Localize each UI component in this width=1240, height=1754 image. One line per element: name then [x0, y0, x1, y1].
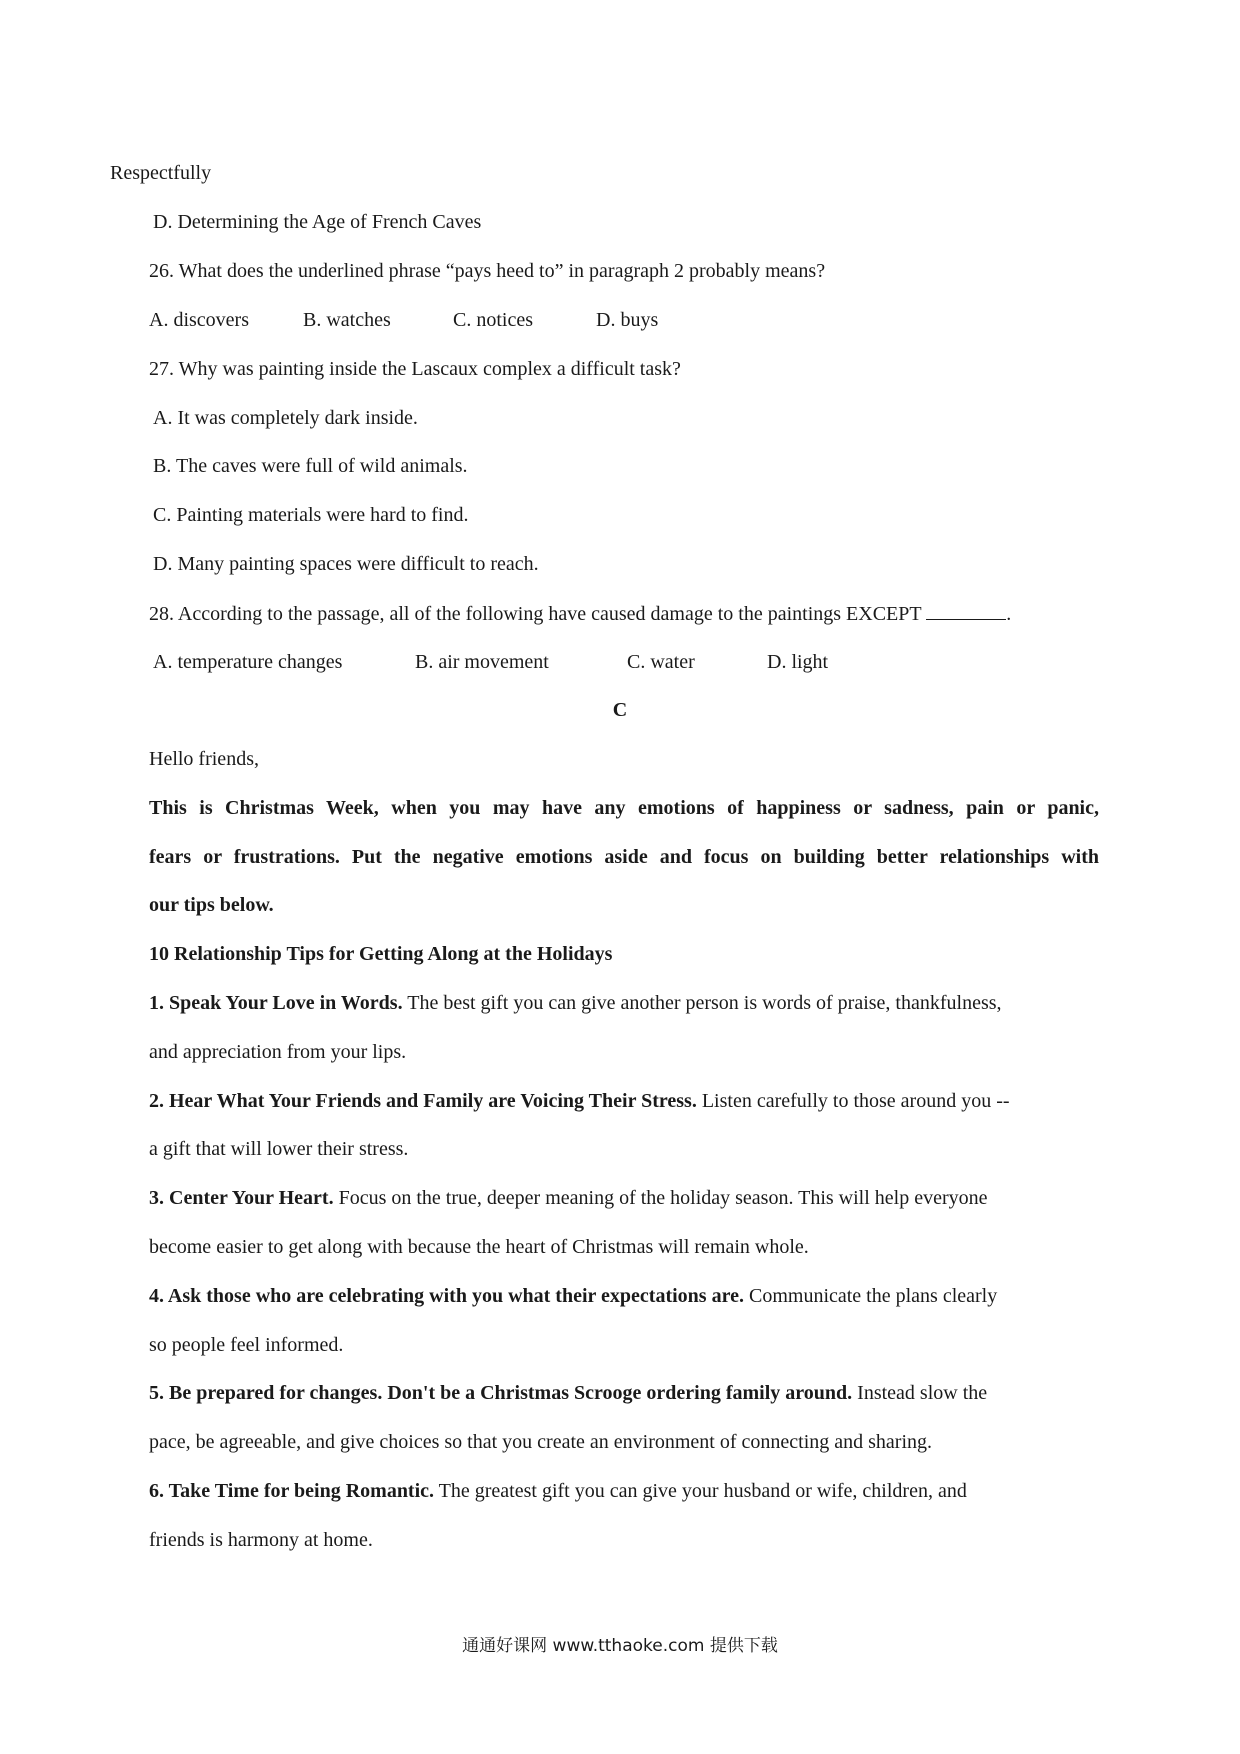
tip-6-line-2: friends is harmony at home.	[149, 1529, 373, 1551]
tip-5-text: Instead slow the	[852, 1382, 988, 1404]
tip-3-text: Focus on the true, deeper meaning of the holiday season. This will help everyone	[333, 1187, 988, 1209]
q26-option-b: B. watches	[303, 309, 391, 331]
q27-option-b: B. The caves were full of wild animals.	[153, 455, 468, 477]
q27-option-c: C. Painting materials were hard to find.	[153, 504, 469, 526]
tip-4-title: 4. Ask those who are celebrating with you what their expectations are.	[149, 1285, 744, 1307]
q26-question: 26. What does the underlined phrase “pays heed to” in paragraph 2 probably means?	[149, 260, 826, 282]
q28-options	[153, 650, 828, 674]
tip-6-line-1	[149, 1479, 1099, 1503]
intro-line-1: This is Christmas Week, when you may have any emotions of happiness or sadness, pain or panic,	[149, 797, 1099, 819]
q28-question-end: .	[1006, 603, 1012, 625]
section-heading: C	[612, 699, 628, 721]
tip-1-line-2: and appreciation from your lips.	[149, 1041, 407, 1063]
q28-answer-blank	[926, 601, 1006, 620]
intro-word: Respectfully	[110, 162, 212, 184]
tip-2-line-2: a gift that will lower their stress.	[149, 1138, 409, 1160]
list-title: 10 Relationship Tips for Getting Along at the Holidays	[149, 943, 613, 965]
q28-option-a: A. temperature changes	[153, 651, 343, 673]
page-footer: 通通好课网 www.tthaoke.com 提供下载	[462, 1636, 778, 1656]
tip-2-line-1	[149, 1089, 1099, 1113]
tip-2-title: 2. Hear What Your Friends and Family are Voicing Their Stress.	[149, 1090, 697, 1112]
greeting: Hello friends,	[149, 748, 259, 770]
tip-1-text: The best gift you can give another person is words of praise, thankfulness,	[402, 992, 1002, 1014]
tip-3-title: 3. Center Your Heart.	[149, 1187, 334, 1209]
q26-options	[149, 308, 658, 332]
q27-question: 27. Why was painting inside the Lascaux complex a difficult task?	[149, 358, 681, 380]
tip-2-text: Listen carefully to those around you --	[696, 1090, 1010, 1112]
q26-option-c: C. notices	[453, 309, 533, 331]
tip-3-line-2: become easier to get along with because the heart of Christmas will remain whole.	[149, 1236, 809, 1258]
tip-4-line-2: so people feel informed.	[149, 1334, 344, 1356]
q28-option-d: D. light	[767, 651, 829, 673]
tip-5-line-2: pace, be agreeable, and give choices so that you create an environment of connecting and sharing.	[149, 1431, 933, 1453]
q28-question	[149, 601, 1011, 626]
q28-option-b: B. air movement	[415, 651, 549, 673]
q28-option-c: C. water	[627, 651, 695, 673]
tip-1-line-1	[149, 991, 1099, 1015]
q25-option-d: D. Determining the Age of French Caves	[153, 211, 482, 233]
intro-line-2: fears or frustrations. Put the negative emotions aside and focus on building better relationships with	[149, 846, 1099, 868]
q27-option-a: A. It was completely dark inside.	[153, 407, 418, 429]
tip-4-line-1	[149, 1284, 1099, 1308]
tip-5-line-1	[149, 1381, 1099, 1405]
tip-3-line-1	[149, 1186, 1099, 1210]
tip-6-text: The greatest gift you can give your husband or wife, children, and	[434, 1480, 967, 1502]
intro-line-3: our tips below.	[149, 894, 274, 916]
tip-5-title: 5. Be prepared for changes. Don't be a Christmas Scrooge ordering family around.	[149, 1382, 853, 1404]
q26-option-a: A. discovers	[149, 309, 249, 331]
tip-6-title: 6. Take Time for being Romantic.	[149, 1480, 435, 1502]
q26-option-d: D. buys	[596, 309, 659, 331]
tip-1-title: 1. Speak Your Love in Words.	[149, 992, 403, 1014]
q27-option-d: D. Many painting spaces were difficult to reach.	[153, 553, 539, 575]
tip-4-text: Communicate the plans clearly	[743, 1285, 998, 1307]
q28-question-text: 28. According to the passage, all of the following have caused damage to the paintings EXCEPT	[149, 603, 922, 625]
